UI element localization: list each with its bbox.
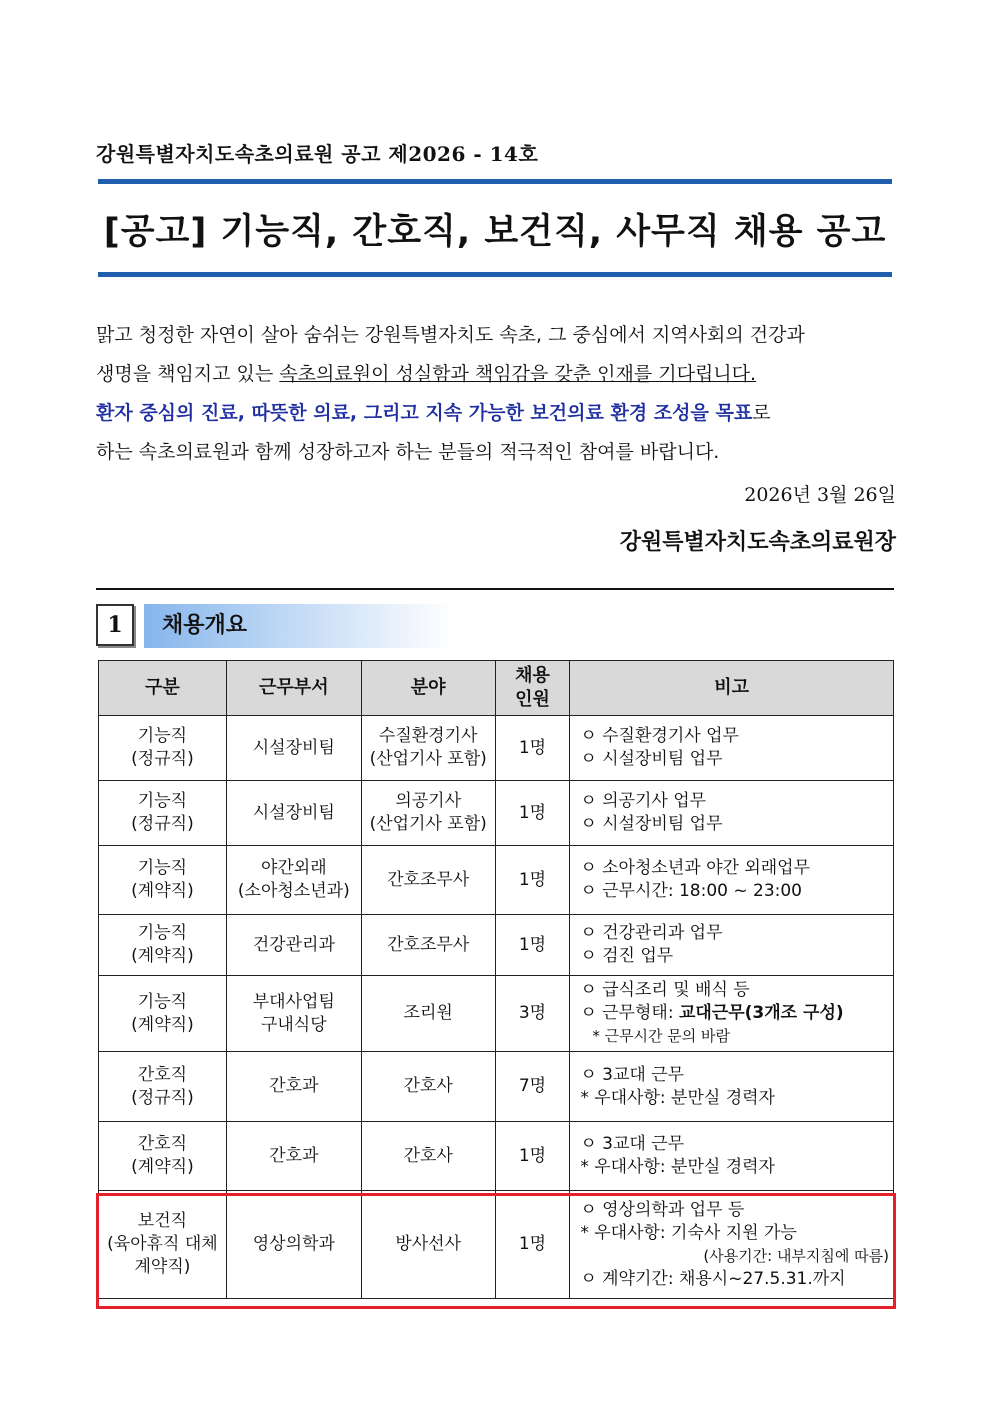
cell-headcount: 7명 [495, 1052, 570, 1122]
intro-paragraph [96, 316, 896, 472]
signer: 강원특별자치도속초의료원장 [619, 529, 896, 555]
cell-category: 보건직 (육아휴직 대체 계약직) [99, 1191, 227, 1299]
header-remarks: 비고 [570, 661, 894, 716]
section-divider [96, 588, 894, 590]
cell-remarks: ㅇ 수질환경기사 업무 ㅇ 시설장비팀 업무 [570, 716, 894, 781]
cell-field: 간호조무사 [361, 915, 495, 976]
cell-department: 간호과 [226, 1052, 361, 1122]
cell-remarks: ㅇ 건강관리과 업무 ㅇ 검진 업무 [570, 915, 894, 976]
cell-category: 간호직 (정규직) [99, 1052, 227, 1122]
table-row [99, 1122, 894, 1191]
cell-remarks: ㅇ 의공기사 업무 ㅇ 시설장비팀 업무 [570, 781, 894, 846]
cell-category: 기능직 (정규직) [99, 716, 227, 781]
cell-remarks: ㅇ 소아청소년과 야간 외래업무 ㅇ 근무시간: 18:00 ~ 23:00 [570, 846, 894, 915]
header-headcount: 채용 인원 [495, 661, 570, 716]
cell-category: 기능직 (정규직) [99, 781, 227, 846]
section-title: 채용개요 [144, 604, 454, 648]
cell-remarks: ㅇ 3교대 근무 * 우대사항: 분만실 경력자 [570, 1122, 894, 1191]
cell-category: 기능직 (계약직) [99, 846, 227, 915]
header-field: 분야 [361, 661, 495, 716]
cell-department: 시설장비팀 [226, 716, 361, 781]
cell-department: 간호과 [226, 1122, 361, 1191]
cell-headcount: 3명 [495, 976, 570, 1052]
table-row [99, 1191, 894, 1299]
cell-department: 건강관리과 [226, 915, 361, 976]
intro-line-3: 환자 중심의 진료, 따뜻한 의료, 그리고 지속 가능한 보건의료 환경 조성을 목표로 [96, 402, 771, 424]
announcement-date: 2026년 3월 26일 [744, 484, 896, 506]
intro-line-4: 하는 속초의료원과 함께 성장하고자 하는 분들의 적극적인 참여를 바랍니다. [96, 441, 720, 463]
cell-field: 수질환경기사 (산업기사 포함) [361, 716, 495, 781]
cell-headcount: 1명 [495, 915, 570, 976]
cell-field: 간호조무사 [361, 846, 495, 915]
cell-field: 간호사 [361, 1122, 495, 1191]
cell-category: 기능직 (계약직) [99, 915, 227, 976]
cell-remarks: ㅇ 3교대 근무 * 우대사항: 분만실 경력자 [570, 1052, 894, 1122]
cell-category: 기능직 (계약직) [99, 976, 227, 1052]
cell-department: 야간외래 (소아청소년과) [226, 846, 361, 915]
cell-category: 간호직 (계약직) [99, 1122, 227, 1191]
cell-department: 부대사업팀 구내식당 [226, 976, 361, 1052]
cell-headcount: 1명 [495, 716, 570, 781]
header-category: 구분 [99, 661, 227, 716]
cell-department: 영상의학과 [226, 1191, 361, 1299]
page-title: [공고] 기능직, 간호직, 보건직, 사무직 채용 공고 [103, 212, 887, 252]
cell-field: 간호사 [361, 1052, 495, 1122]
cell-headcount: 1명 [495, 846, 570, 915]
cell-remarks: ㅇ 영상의학과 업무 등 * 우대사항: 기숙사 지원 가능 (사용기간: 내부지침에 따름) ㅇ 계약기간: 채용시~27.5.31.까지 [570, 1191, 894, 1299]
intro-line-2: 생명을 책임지고 있는 속초의료원이 성실함과 책임감을 갖춘 인재를 기다립니다. [96, 363, 757, 385]
table-row [99, 1052, 894, 1122]
table-header-row [99, 661, 894, 716]
cell-headcount: 1명 [495, 781, 570, 846]
section-number: 1 [96, 604, 134, 646]
title-top-rule [98, 179, 892, 184]
table-row [99, 915, 894, 976]
notice-number: 강원특별자치도속초의료원 공고 제2026 - 14호 [96, 142, 539, 166]
cell-field: 조리원 [361, 976, 495, 1052]
cell-department: 시설장비팀 [226, 781, 361, 846]
title-bottom-rule [98, 272, 892, 277]
table-row [99, 781, 894, 846]
intro-underlined-text: 속초의료원이 성실함과 책임감을 갖춘 인재를 기다립니다. [279, 363, 757, 385]
cell-remarks: ㅇ 급식조리 및 배식 등 ㅇ 근무형태: 교대근무(3개조 구성) * 근무시간 문의 바람 [570, 976, 894, 1052]
table-row [99, 846, 894, 915]
recruitment-table [98, 660, 894, 1299]
cell-field: 방사선사 [361, 1191, 495, 1299]
cell-headcount: 1명 [495, 1191, 570, 1299]
table-row [99, 716, 894, 781]
intro-emphasis-text: 환자 중심의 진료, 따뜻한 의료, 그리고 지속 가능한 보건의료 환경 조성을 목표 [96, 402, 753, 424]
intro-line-1: 맑고 청정한 자연이 살아 숨쉬는 강원특별자치도 속초, 그 중심에서 지역사회의 건강과 [96, 324, 805, 346]
table-row [99, 976, 894, 1052]
header-department: 근무부서 [226, 661, 361, 716]
cell-headcount: 1명 [495, 1122, 570, 1191]
cell-field: 의공기사 (산업기사 포함) [361, 781, 495, 846]
